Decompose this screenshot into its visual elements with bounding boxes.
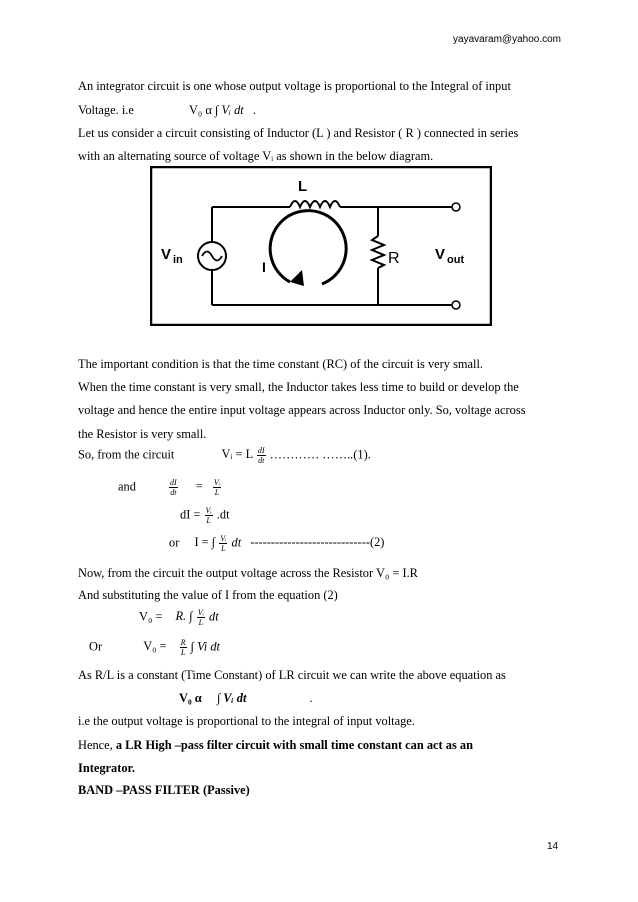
eq4-fraction: $\frac{\text{Vᵢ}}{L}$	[220, 534, 227, 553]
label-vin-sub: in	[173, 254, 183, 266]
intro-formula-end: .	[252, 103, 256, 117]
intro-line-2	[78, 103, 256, 118]
eq3-fraction: $\frac{\text{Vᵢ}}{L}$	[205, 506, 212, 525]
eq5-dt: dt	[209, 609, 219, 624]
label-vin-v: V	[161, 246, 172, 263]
eq4-tail: -----------------------------(2)	[250, 535, 385, 550]
eq1-tail: ………… ……..(1).	[269, 447, 371, 462]
eq3-tail: .dt	[216, 507, 230, 522]
condition-line-3: voltage and hence the entire input voltage appears across Inductor only. So, voltage across	[78, 403, 526, 417]
eq5-fraction: $\frac{\text{Vᵢ}}{L}$	[197, 608, 204, 627]
eq4-lhs: I = ∫	[194, 535, 216, 550]
equation-6	[89, 638, 220, 657]
equation-2	[118, 478, 222, 497]
conclusion-bold: a LR High –pass filter circuit with small time constant can act as an	[112, 738, 473, 752]
eq5-lhs: V₀ =	[139, 609, 163, 624]
current-arrowhead	[290, 270, 304, 286]
condition-line-1: The important condition is that the time constant (RC) of the circuit is very small.	[78, 357, 484, 371]
eq5-r: R. ∫	[175, 609, 193, 624]
conclusion-line-1: i.e the output voltage is proportional to the integral of input voltage.	[78, 714, 415, 728]
equation-7	[179, 691, 313, 706]
intro-line-3: Let us consider a circuit consisting of Inductor (L ) and Resistor ( R ) connected in series	[78, 126, 519, 140]
equation-1	[78, 446, 371, 465]
label-inductor: L	[298, 178, 308, 195]
constant-line: As R/L is a constant (Time Constant) of LR circuit we can write the above equation as	[78, 668, 506, 682]
conclusion-line-2	[78, 738, 473, 753]
eq4-or: or	[169, 535, 180, 550]
eq1-lhs: Vᵢ = L	[221, 447, 253, 462]
eq2-equals: =	[195, 479, 203, 494]
equation-5	[139, 608, 219, 627]
page-number: 14	[547, 841, 559, 852]
eq7-rhs: ∫ Vᵢ dt	[216, 691, 247, 705]
conclusion-prefix: Hence,	[78, 738, 113, 752]
eq2-left-fraction: $\frac{dI}{dt}$	[170, 478, 177, 497]
label-vout-sub: out	[447, 254, 465, 266]
intro-formula: V₀ α ∫	[188, 103, 219, 117]
output-terminal-bottom	[452, 301, 460, 309]
output-line-2: And substituting the value of I from the equation (2)	[78, 588, 338, 602]
equation-4	[169, 534, 384, 553]
equation-3	[180, 506, 230, 525]
inductor-coil	[290, 201, 340, 207]
intro-line-2-prefix: Voltage. i.e	[78, 103, 134, 117]
intro-line-4: with an alternating source of voltage Vᵢ as shown in the below diagram.	[78, 149, 434, 163]
condition-line-4: the Resistor is very small.	[78, 427, 207, 441]
ac-sine-icon	[202, 252, 222, 261]
eq7-lhs: V₀ α	[179, 691, 202, 705]
resistor-symbol	[372, 236, 384, 268]
eq6-fraction: $\frac{R}{L}$	[180, 638, 186, 657]
eq2-and: and	[118, 479, 136, 494]
intro-line-1: An integrator circuit is one whose output voltage is proportional to the Integral of input	[78, 79, 511, 93]
eq6-or: Or	[89, 639, 103, 654]
output-terminal-top	[452, 203, 460, 211]
current-loop-arrow	[270, 211, 346, 284]
eq1-fraction: $\frac{dI}{dt}$	[257, 446, 265, 465]
header-email: yayavaram@yahoo.com	[453, 34, 561, 45]
label-resistor: R	[388, 250, 400, 267]
lr-circuit-diagram	[150, 166, 492, 326]
label-vout-v: V	[435, 246, 446, 263]
eq6-lhs: V₀ =	[143, 639, 167, 654]
conclusion-line-3: Integrator.	[78, 761, 136, 775]
eq7-dot: .	[309, 691, 313, 705]
section-heading-band-pass: BAND –PASS FILTER (Passive)	[78, 783, 250, 797]
label-current: I	[262, 259, 266, 275]
condition-line-2: When the time constant is very small, the Inductor takes less time to build or develop the	[78, 380, 519, 394]
eq2-right-fraction: $\frac{\text{Vᵢ}}{L}$	[213, 478, 221, 497]
output-line-1: Now, from the circuit the output voltage across the Resistor V₀ = I.R	[78, 566, 418, 580]
eq1-prefix: So, from the circuit	[78, 447, 175, 462]
eq3-lhs: dI =	[180, 507, 201, 522]
eq4-dt: dt	[231, 535, 242, 550]
intro-formula-vi: Vᵢ dt	[221, 103, 244, 117]
eq6-tail: ∫ Vi dt	[190, 639, 220, 654]
